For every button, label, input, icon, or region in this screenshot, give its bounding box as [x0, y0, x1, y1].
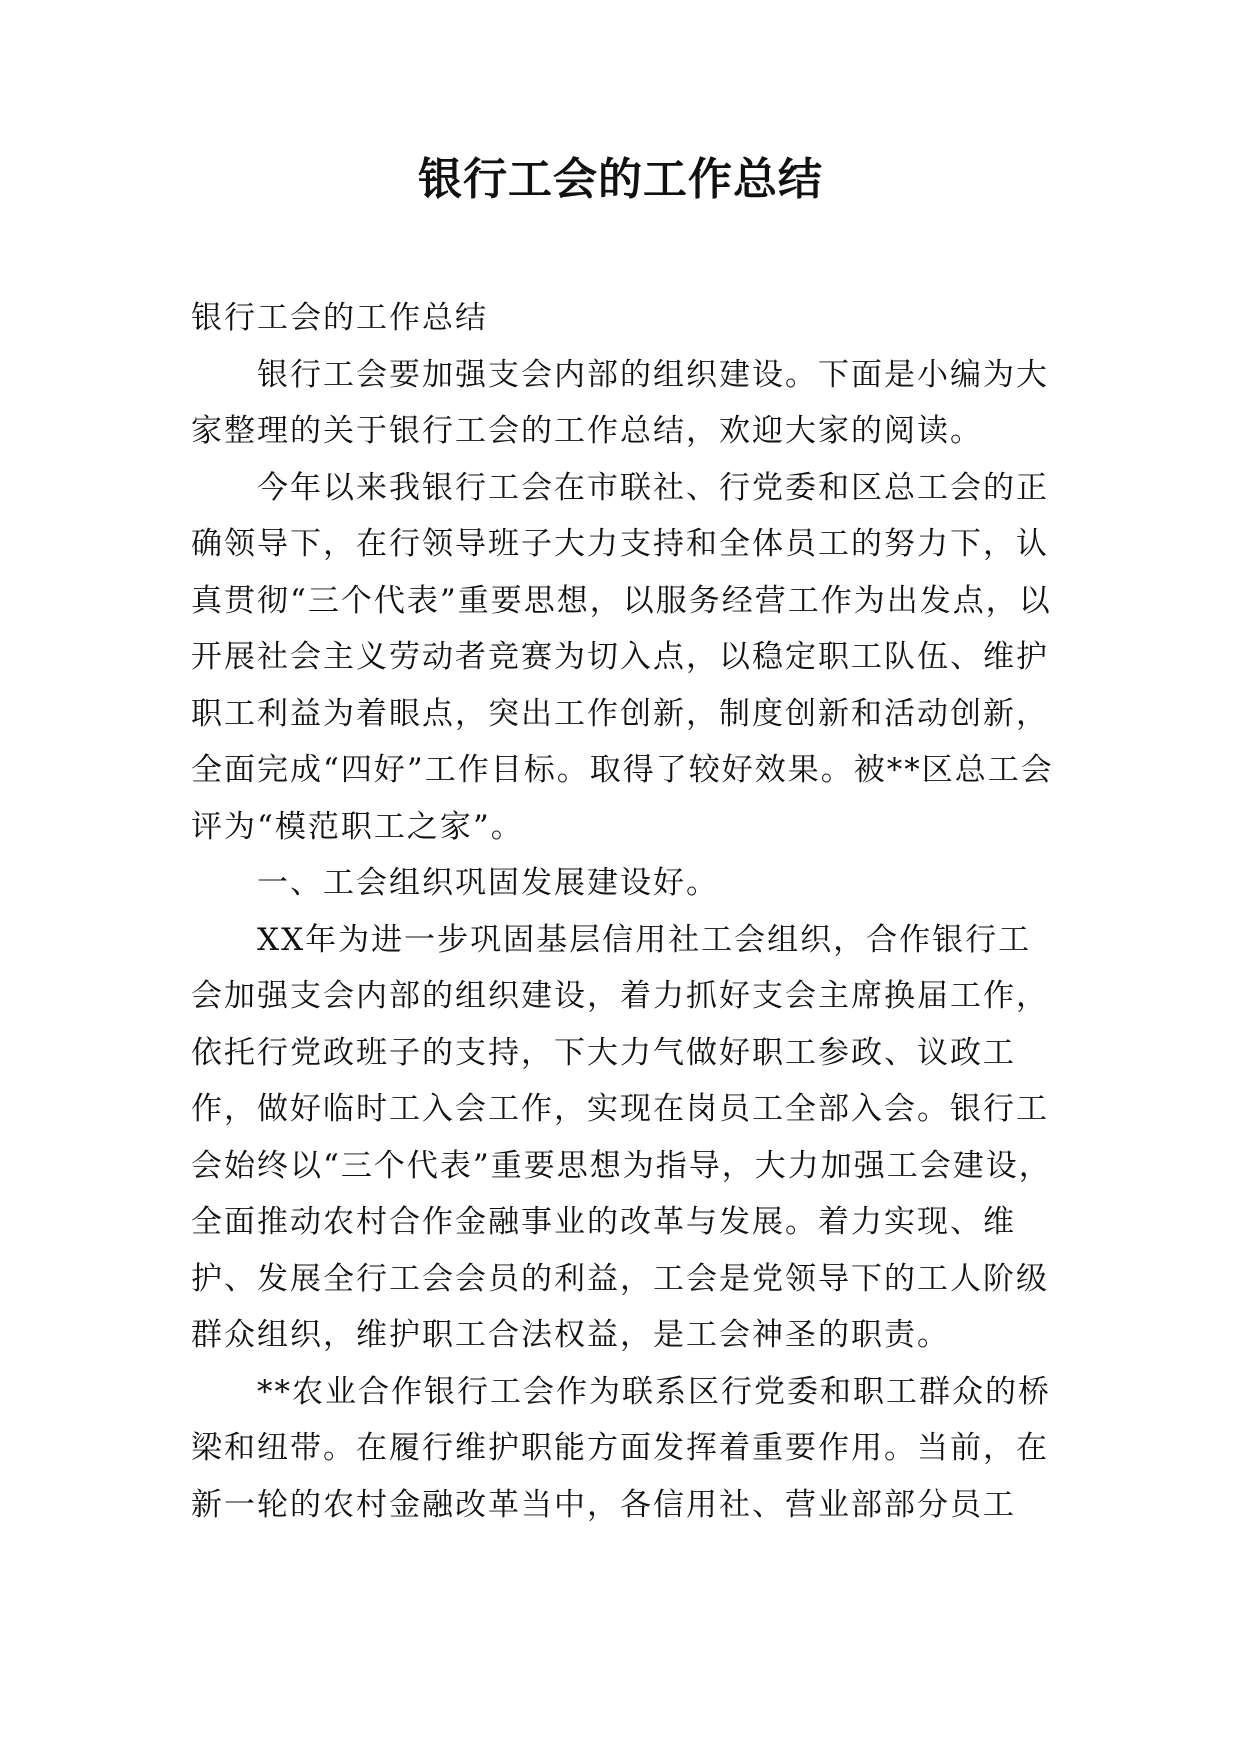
- paragraph-intro: 银行工会要加强支会内部的组织建设。下面是小编为大家整理的关于银行工会的工作总结，欢迎大家的阅读。: [191, 356, 1049, 449]
- paragraph-section-1: XX年为进一步巩固基层信用社工会组织，合作银行工会加强支会内部的组织建设，着力抓好支会主席换届工作，依托行党政班子的支持，下大力气做好职工参政、议政工作，做好临时工入会工作，实现在岗员工全部入会。银行工会始终以“三个代表”重要思想为指导，大力加强工会建设，全面推动农村合作金融事业的改革与发展。着力实现、维护、发展全行工会会员的利益，工会是党领导下的工人阶级群众组织，维护职工合法权益，是工会神圣的职责。: [191, 921, 1052, 1353]
- body-subtitle: 银行工会的工作总结: [191, 300, 488, 336]
- paragraph-overview: 今年以来我银行工会在市联社、行党委和区总工会的正确领导下，在行领导班子大力支持和全体员工的努力下，认真贯彻“三个代表”重要思想，以服务经营工作为出发点，以开展社会主义劳动者竞赛为切入点，以稳定职工队伍、维护职工利益为着眼点，突出工作创新，制度创新和活动创新，全面完成“四好”工作目标。取得了较好效果。被**区总工会评为“模范职工之家”。: [191, 469, 1054, 845]
- document-title: 银行工会的工作总结: [418, 154, 823, 205]
- document-body: [191, 290, 1056, 1533]
- section-heading-1: 一、工会组织巩固发展建设好。: [257, 865, 719, 901]
- paragraph-bridge-role: **农业合作银行工会作为联系区行党委和职工群众的桥梁和纽带。在履行维护职能方面发挥着重要作用。当前，在新一轮的农村金融改革当中，各信用社、营业部部分员工: [191, 1373, 1051, 1523]
